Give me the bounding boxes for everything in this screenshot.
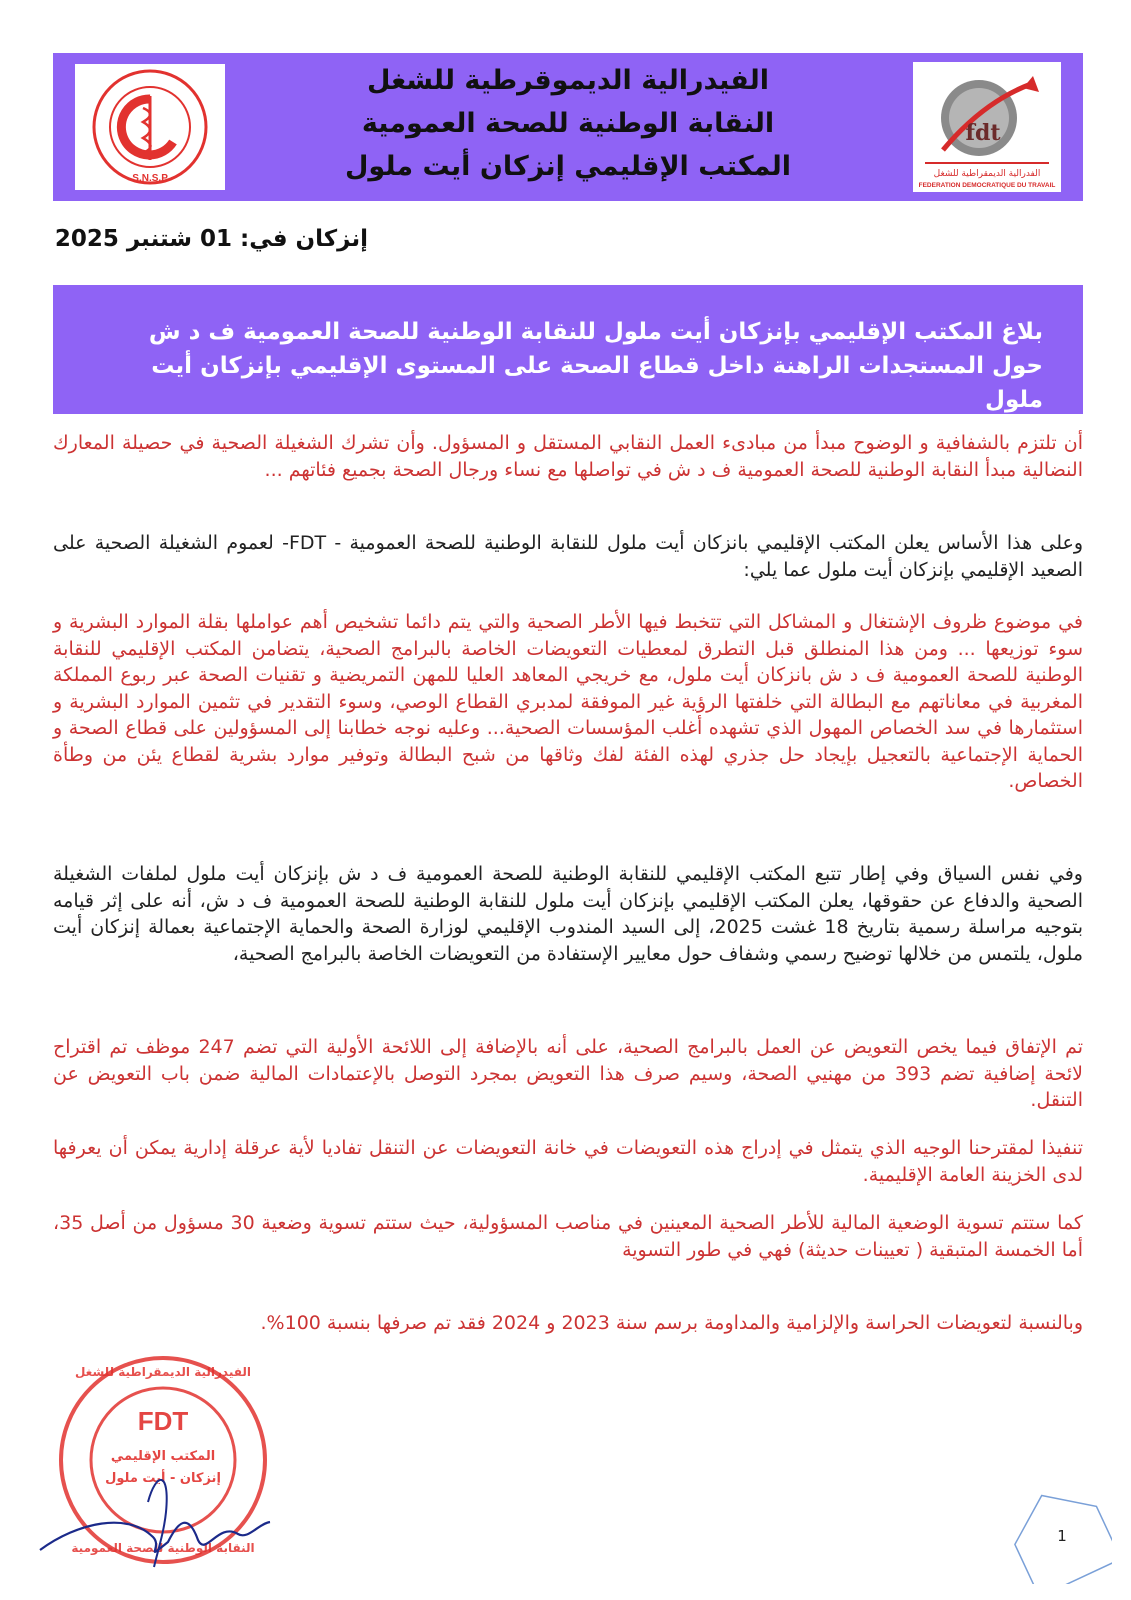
- paragraph-agreement: تم الإتفاق فيما يخص التعويض عن العمل بالبرامج الصحية، على أنه بالإضافة إلى اللائحة الأولية التي تضم 247 موظف تم اقتراح لائحة إضافية تضم 393 من مهنيي الصحة، وسيم صرف هذا التعويض بمجرد التوصل بالإعتمادات المالية ضمن باب التعويض عن التنقل.: [53, 1036, 1083, 1111]
- svg-text:الفيدرالية الديمقراطية للشغل: الفيدرالية الديمقراطية للشغل: [74, 1365, 252, 1379]
- paragraph-announcement: وعلى هذا الأساس يعلن المكتب الإقليمي بانزكان أيت ملول للنقابة الوطنية للصحة العمومية - FDT- لعموم الشغيلة الصحية على الصعيد الإقليمي بإنزكان أيت ملول عما يلي:: [53, 532, 1083, 581]
- official-stamp: [38, 1352, 298, 1582]
- snsp-emblem-icon: [75, 64, 225, 190]
- document-date: إنزكان في: 01 شتنبر 2025: [54, 226, 368, 252]
- svg-text:النقابة الوطنية للصحة العمومية: النقابة الوطنية للصحة العمومية: [71, 1541, 255, 1555]
- fdt-logo: [913, 62, 1061, 192]
- paragraph-allowances: وبالنسبة لتعويضات الحراسة والإلزامية والمداومة برسم سنة 2023 و 2024 فقد تم صرفها بنسبة 100%.: [260, 1312, 1083, 1334]
- page-number-badge: [1012, 1489, 1112, 1584]
- header-line-federation: الفيدرالية الديموقرطية للشغل: [366, 65, 769, 96]
- header-banner: [53, 53, 1083, 201]
- svg-text:الفدرالية الديمقراطية للشغل: الفدرالية الديمقراطية للشغل: [933, 169, 1041, 179]
- header-line-office: المكتب الإقليمي إنزكان أيت ملول: [344, 151, 792, 182]
- svg-text:· S.N.S.P ·: · S.N.S.P ·: [126, 173, 174, 184]
- snsp-logo: [75, 64, 225, 190]
- svg-text:FEDERATION DEMOCRATIQUE DU TRA: FEDERATION DEMOCRATIQUE DU TRAVAIL: [918, 182, 1056, 189]
- svg-text:إنزكان - أيت ملول: إنزكان - أيت ملول: [105, 1471, 221, 1486]
- paragraph-correspondence: وفي نفس السياق وفي إطار تتبع المكتب الإقليمي للنقابة الوطنية للصحة العمومية ف د ش بإنزكان أيت ملول لملفات الشغيلة الصحية والدفاع عن حقوقها، يعلن المكتب الإقليمي بإنزكان أيت ملول للنقابة الوطنية للصحة العمومية ف د ش، أنه على إثر قيامه بتوجيه مراسلة رسمية بتاريخ 18 غشت 2025، إلى السيد المندوب الإقليمي لوزارة الصحة والحماية الإجتماعية بعمالة إنزكان أيت ملول، يلتمس من خلالها توضيح رسمي وشفاف حول معايير الإستفادة من التعويضات الخاصة بالبرامج الصحية،: [53, 863, 1084, 965]
- svg-text:fdt: fdt: [965, 120, 1001, 146]
- paragraph-implementation: تنفيذا لمقترحنا الوجيه الذي يتمثل في إدراج هذه التعويضات في خانة التعويضات عن التنقل تفاديا لأية عرقلة إدارية يمكن أن يعرفها لدى الخزينة العامة الإقليمية.: [53, 1137, 1083, 1186]
- communique-title: بلاغ المكتب الإقليمي بإنزكان أيت ملول للنقابة الوطنية للصحة العمومية ف د ش حول المستجدات الراهنة داخل قطاع الصحة على المستوى الإقليمي بإنزكان أيت ملول: [148, 319, 1043, 413]
- paragraph-financial-settlement: كما ستتم تسوية الوضعية المالية للأطر الصحية المعينين في مناصب المسؤولية، حيث ستتم تسوية وضعية 30 مسؤول من أصل 35، أما الخمسة المتبقية ( تعيينات حديثة) فهي في طور التسوية: [53, 1212, 1083, 1261]
- header-line-union: النقابة الوطنية للصحة العمومية: [361, 108, 775, 139]
- header-titles: [253, 59, 883, 188]
- svg-text:المكتب الإقليمي: المكتب الإقليمي: [110, 1449, 216, 1464]
- title-banner: [53, 285, 1083, 414]
- paragraph-transparency: أن تلتزم بالشفافية و الوضوح مبدأ من مبادىء العمل النقابي المستقل و المسؤول. وأن تشرك الشغيلة الصحية في حصيلة المعارك النضالية مبدأ النقابة الوطنية للصحة العمومية ف د ش في تواصلها مع نساء ورجال الصحة بجميع فئاتهم ...: [53, 432, 1083, 481]
- paragraph-working-conditions: في موضوع ظروف الإشتغال و المشاكل التي تتخبط فيها الأطر الصحية والتي يتم دائما تشخيص أهم عواملها بقلة الموارد البشرية و سوء توزيعها ... ومن هذا المنطلق قبل التطرق لمعطيات التعويضات الخاصة بالبرامج الصحية، يتضامن المكتب الإقليمي للنقابة الوطنية للصحة العمومية ف د ش بانزكان أيت ملول، مع خريجي المعاهد العليا للمهن التمريضية و تقنيات الصحة عبر ربوع المملكة المغربية في معاناتهم مع البطالة التي خلفتها الرؤية غير الموفقة لمدبري القطاع الوصي، وسوء التقدير في تثمين الموارد البشرية و استثمارها في سد الخصاص المهول الذي تشهده أغلب المؤسسات الصحية... وعليه نوجه خطابنا إلى المسؤولين على قطاع الصحة و الحماية الإجتماعية بالتعجيل بإيجاد حل جذري لهذه الفئة لفك وثاقها من شبح البطالة وتوفير موارد بشرية لقطاع يئن من وطأة الخصاص.: [53, 611, 1083, 792]
- page-number: 1: [1057, 1527, 1067, 1545]
- stamp-seal-icon: [38, 1352, 298, 1582]
- svg-text:FDT: FDT: [137, 1406, 189, 1436]
- fdt-emblem-icon: [913, 62, 1061, 192]
